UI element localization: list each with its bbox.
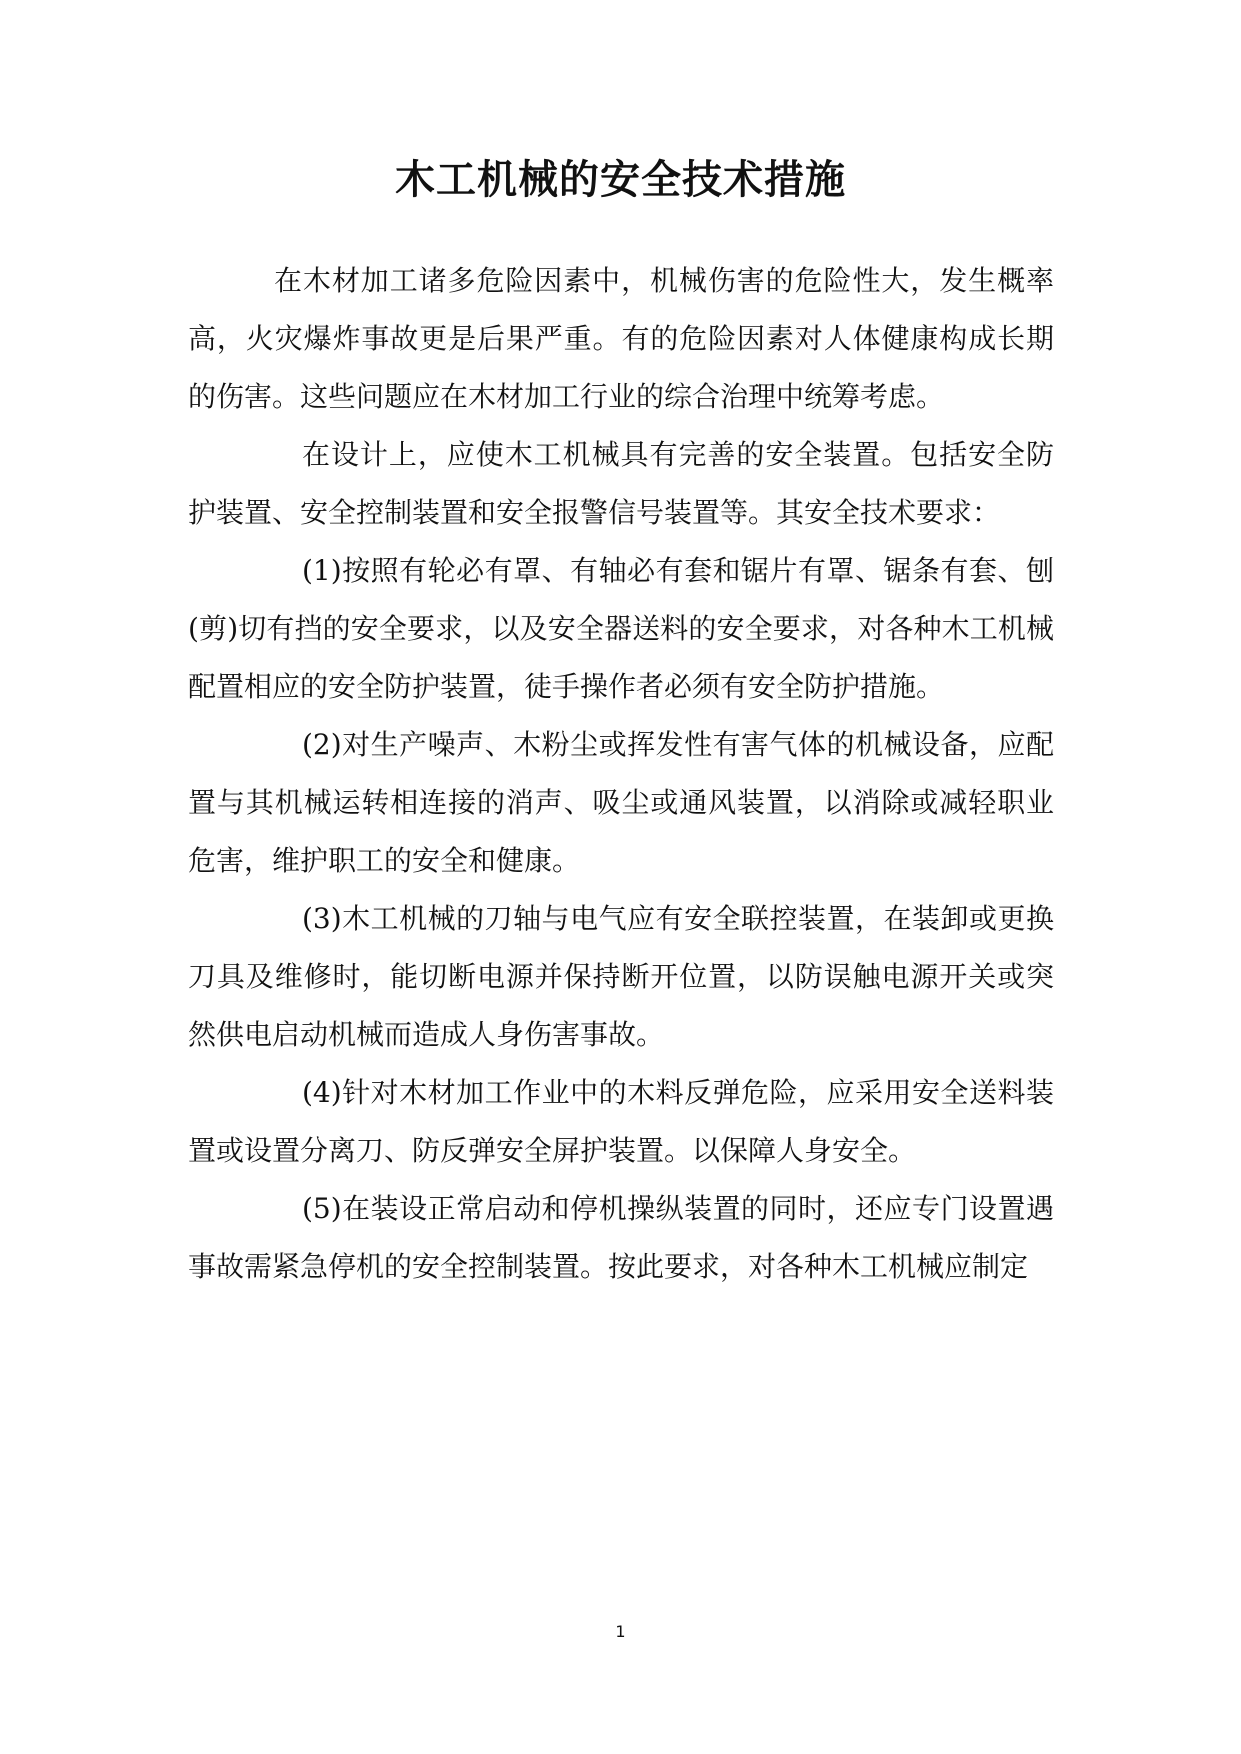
paragraph-design: 在设计上，应使木工机械具有完善的安全装置。包括安全防护装置、安全控制装置和安全报警信号装置等。其安全技术要求： (188, 438, 1054, 529)
paragraph-item-5: (5)在装设正常启动和停机操纵装置的同时，还应专门设置遇事故需紧急停机的安全控制装置。按此要求，对各种木工机械应制定 (188, 1192, 1054, 1283)
page-number: 1 (615, 1622, 626, 1641)
paragraph-item-4: (4)针对木材加工作业中的木料反弹危险，应采用安全送料装置或设置分离刀、防反弹安全屏护装置。以保障人身安全。 (188, 1076, 1054, 1167)
paragraph-intro: 在木材加工诸多危险因素中，机械伤害的危险性大，发生概率高，火灾爆炸事故更是后果严重。有的危险因素对人体健康构成长期的伤害。这些问题应在木材加工行业的综合治理中统筹考虑。 (188, 264, 1054, 413)
document-title: 木工机械的安全技术措施 (395, 156, 846, 203)
paragraph-item-3: (3)木工机械的刀轴与电气应有安全联控装置，在装卸或更换刀具及维修时，能切断电源并保持断开位置，以防误触电源开关或突然供电启动机械而造成人身伤害事故。 (188, 902, 1054, 1051)
paragraph-item-1: (1)按照有轮必有罩、有轴必有套和锯片有罩、锯条有套、刨(剪)切有挡的安全要求，以及安全器送料的安全要求，对各种木工机械配置相应的安全防护装置，徒手操作者必须有安全防护措施。 (188, 554, 1054, 703)
paragraph-item-2: (2)对生产噪声、木粉尘或挥发性有害气体的机械设备，应配置与其机械运转相连接的消声、吸尘或通风装置，以消除或减轻职业危害，维护职工的安全和健康。 (188, 728, 1054, 877)
document-body (188, 252, 1054, 1296)
